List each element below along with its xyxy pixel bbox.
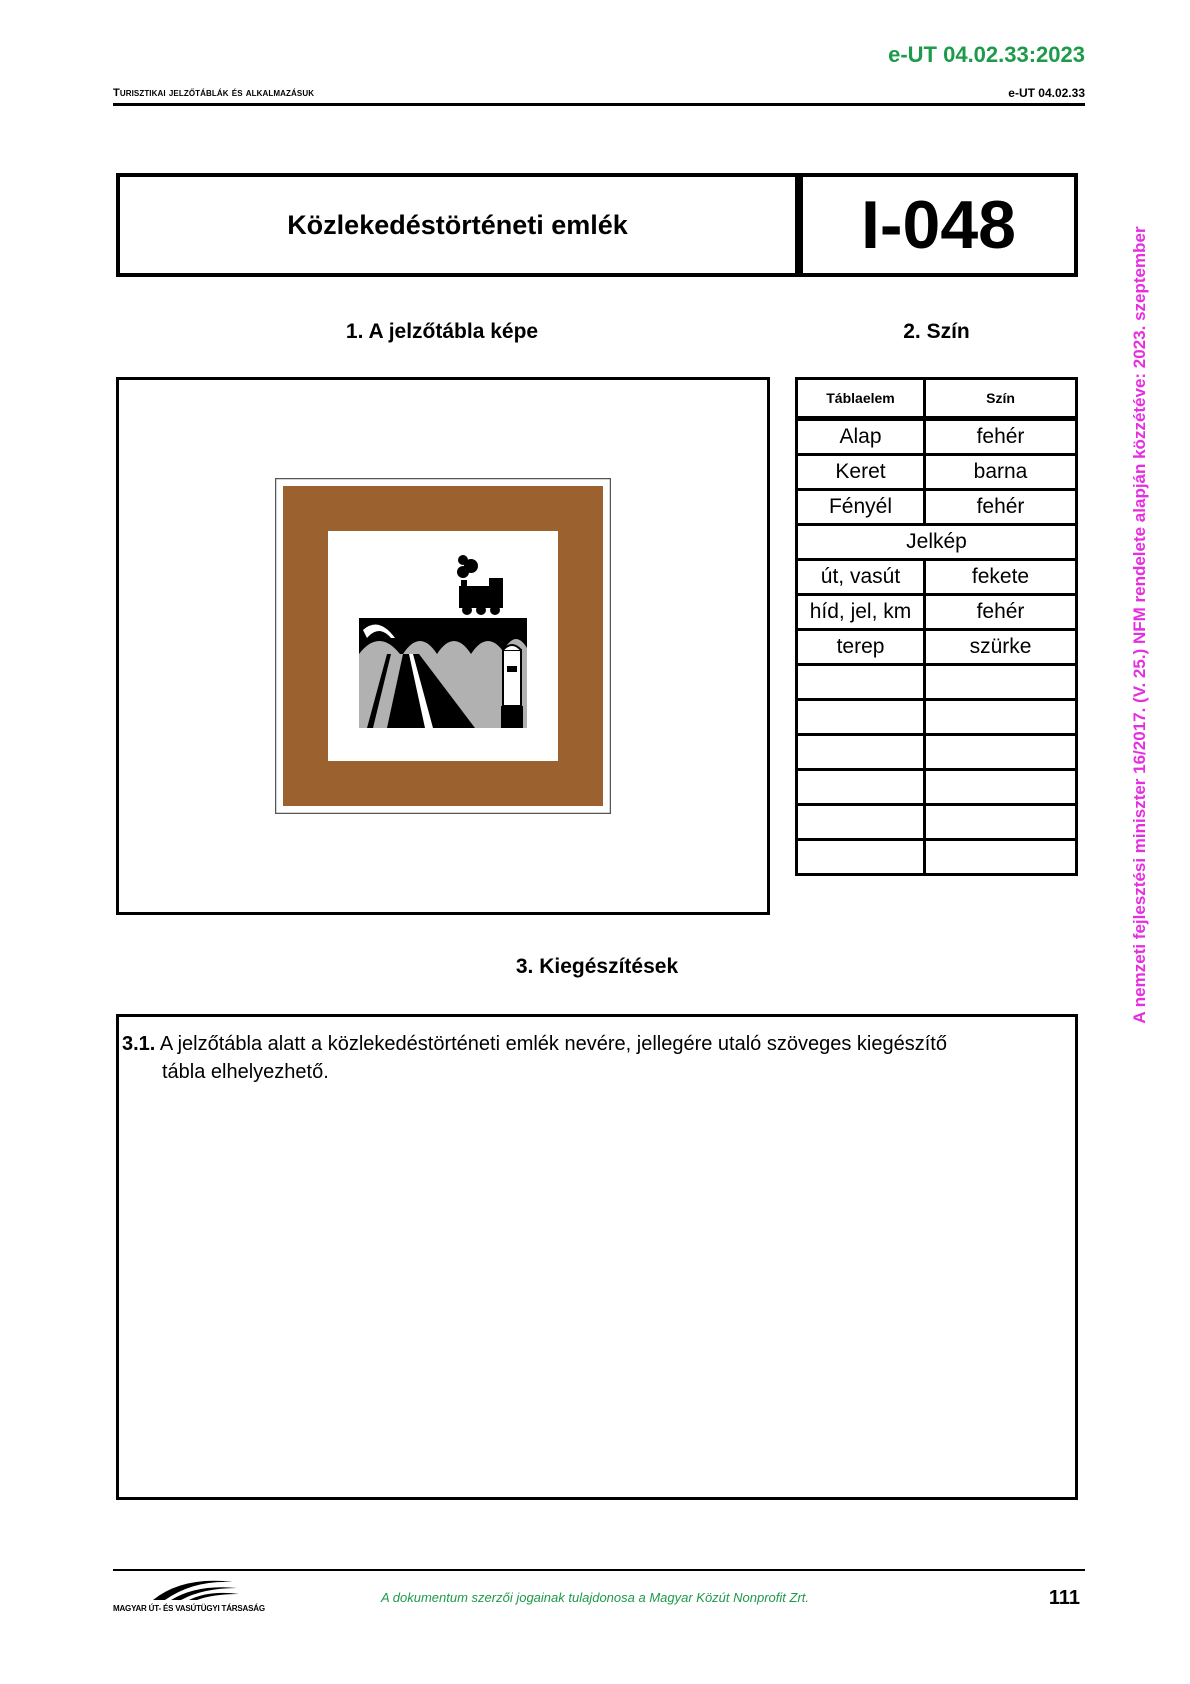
vertical-publication-note: A nemzeti fejlesztési miniszter 16/2017. (V. 25.) NFM rendelete alapján közzétéve: 2023. szeptember bbox=[1130, 226, 1149, 1024]
kilometer-marker-plate bbox=[507, 666, 517, 672]
supplement-item bbox=[122, 1030, 1052, 1086]
association-logo bbox=[113, 1574, 263, 1618]
kilometer-marker-base bbox=[501, 706, 523, 728]
table-cell-element: Alap bbox=[797, 419, 925, 455]
table-cell-empty bbox=[797, 770, 925, 805]
supplement-text-continued: tábla elhelyezhető. bbox=[162, 1061, 329, 1083]
table-row bbox=[797, 455, 1077, 490]
table-cell-element: Fényél bbox=[797, 490, 925, 525]
page-number: 111 bbox=[1048, 1587, 1080, 1609]
section-heading-color: 2. Szín bbox=[903, 320, 970, 343]
table-cell-empty bbox=[925, 700, 1077, 735]
running-header-title: Turisztikai jelzőtáblák és alkalmazásuk bbox=[113, 87, 315, 99]
table-cell-element: híd, jel, km bbox=[797, 595, 925, 630]
table-row-empty bbox=[797, 805, 1077, 840]
table-cell-color: fehér bbox=[925, 595, 1077, 630]
table-row bbox=[797, 490, 1077, 525]
color-table bbox=[795, 377, 1078, 876]
table-cell-color: szürke bbox=[925, 630, 1077, 665]
table-row bbox=[797, 525, 1077, 560]
table-cell-empty bbox=[925, 805, 1077, 840]
supplement-number: 3.1. bbox=[122, 1033, 156, 1055]
logo-text: MAGYAR ÚT- ÉS VASÚTÜGYI TÁRSASÁG bbox=[113, 1604, 265, 1613]
supplement-text: A jelzőtábla alatt a közlekedéstörténeti emlék nevére, jellegére utaló szöveges kiegészítő bbox=[159, 1033, 947, 1055]
section-heading-image: 1. A jelzőtábla képe bbox=[345, 320, 539, 343]
bridge-deck bbox=[359, 618, 527, 626]
supplement-line bbox=[122, 1030, 1052, 1058]
table-cell-color: barna bbox=[925, 455, 1077, 490]
table-row-empty bbox=[797, 665, 1077, 700]
table-cell-color: fehér bbox=[925, 490, 1077, 525]
table-row-empty bbox=[797, 735, 1077, 770]
table-row-empty bbox=[797, 840, 1077, 875]
table-cell-empty bbox=[797, 700, 925, 735]
table-cell-element: terep bbox=[797, 630, 925, 665]
footer-rule bbox=[113, 1569, 1085, 1571]
supplements-frame bbox=[116, 1014, 1078, 1500]
logo-swoosh-icon bbox=[113, 1574, 263, 1604]
table-header-cell: Szín bbox=[925, 379, 1077, 419]
table-cell-empty bbox=[797, 665, 925, 700]
table-cell-symbol-label: Jelkép bbox=[797, 525, 1077, 560]
table-row bbox=[797, 630, 1077, 665]
header-rule bbox=[113, 103, 1085, 106]
table-cell-empty bbox=[925, 735, 1077, 770]
table-header-cell: Táblaelem bbox=[797, 379, 925, 419]
table-row bbox=[797, 560, 1077, 595]
table-cell-element: út, vasút bbox=[797, 560, 925, 595]
table-row bbox=[797, 595, 1077, 630]
table-cell-empty bbox=[797, 735, 925, 770]
table-cell-color: fehér bbox=[925, 419, 1077, 455]
table-cell-element: Keret bbox=[797, 455, 925, 490]
section-heading-supplements: 3. Kiegészítések bbox=[515, 955, 679, 978]
sign-code: I-048 bbox=[861, 187, 1016, 263]
table-cell-color: fekete bbox=[925, 560, 1077, 595]
table-cell-empty bbox=[797, 840, 925, 875]
traffic-history-sign-image bbox=[275, 478, 611, 814]
table-header-row bbox=[797, 379, 1077, 419]
table-cell-empty bbox=[925, 665, 1077, 700]
copyright-notice: A dokumentum szerzői jogainak tulajdonosa a Magyar Közút Nonprofit Zrt. bbox=[380, 1590, 809, 1605]
table-cell-empty bbox=[797, 805, 925, 840]
document-stamp: e-UT 04.02.33:2023 bbox=[888, 42, 1085, 67]
table-cell-empty bbox=[925, 840, 1077, 875]
table-row-empty bbox=[797, 700, 1077, 735]
kilometer-marker bbox=[503, 650, 521, 706]
sign-title: Közlekedéstörténeti emlék bbox=[287, 209, 628, 240]
running-header-code: e-UT 04.02.33 bbox=[1008, 86, 1085, 100]
table-row bbox=[797, 419, 1077, 455]
table-row-empty bbox=[797, 770, 1077, 805]
title-divider bbox=[795, 173, 803, 277]
table-cell-empty bbox=[925, 770, 1077, 805]
